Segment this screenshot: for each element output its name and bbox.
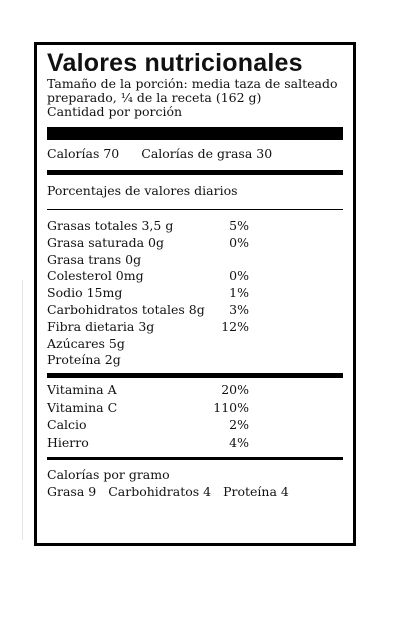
vitamin-percent: 20% bbox=[221, 382, 249, 398]
nutrient-list bbox=[47, 210, 343, 373]
calories-per-gram-heading: Calorías por gramo bbox=[47, 467, 170, 483]
vitamin-row bbox=[47, 434, 343, 452]
calories: Calorías 70 bbox=[47, 146, 120, 161]
nutrient-percent: 3% bbox=[229, 301, 249, 317]
vitamin-list bbox=[47, 378, 343, 457]
nutrient-name: Grasas totales 3,5 g bbox=[47, 218, 174, 233]
nutrient-row bbox=[47, 285, 343, 302]
calories-per-gram-label: Proteína bbox=[223, 484, 277, 500]
calories-per-gram-item bbox=[108, 484, 211, 499]
vitamin-percent: 2% bbox=[229, 417, 249, 433]
nutrient-name: Azúcares 5g bbox=[47, 335, 125, 351]
nutrient-percent: 12% bbox=[221, 318, 249, 334]
thick-divider bbox=[47, 127, 343, 140]
vitamin-name: Hierro bbox=[47, 434, 89, 450]
nutrient-percent bbox=[205, 252, 249, 269]
calories-row bbox=[47, 146, 343, 162]
vitamin-row bbox=[47, 381, 343, 399]
medium-divider bbox=[47, 170, 343, 175]
label-title: Valores nutricionales bbox=[47, 49, 303, 77]
vitamin-percent: 4% bbox=[229, 434, 249, 450]
amount-per-serving: Cantidad por porción bbox=[47, 104, 183, 119]
nutrient-row bbox=[47, 336, 343, 353]
vitamin-name: Vitamina A bbox=[47, 382, 117, 398]
nutrient-percent bbox=[205, 352, 249, 369]
serving-size-line-2: preparado, ¼ de la receta (162 g) bbox=[47, 90, 262, 105]
calories-per-gram-label: Carbohidratos bbox=[108, 484, 200, 500]
nutrient-percent: 5% bbox=[229, 218, 249, 233]
calories-per-gram-value: 9 bbox=[88, 484, 97, 500]
calories-per-gram-item bbox=[47, 484, 96, 499]
background-divider bbox=[22, 280, 23, 540]
daily-values-heading: Porcentajes de valores diarios bbox=[47, 183, 238, 198]
nutrient-name: Fibra dietaria 3g bbox=[47, 318, 155, 334]
vitamin-row bbox=[47, 399, 343, 417]
calories-per-gram-item bbox=[223, 484, 289, 499]
vitamin-row bbox=[47, 416, 343, 434]
nutrition-facts-label bbox=[34, 42, 356, 546]
serving-size-line-1: Tamaño de la porción: media taza de salteado bbox=[47, 76, 338, 91]
nutrient-percent: 0% bbox=[229, 268, 249, 284]
calories-from-fat: Calorías de grasa 30 bbox=[141, 146, 273, 161]
nutrient-row bbox=[47, 218, 343, 235]
nutrient-percent: 0% bbox=[229, 234, 249, 250]
nutrient-name: Grasa saturada 0g bbox=[47, 234, 165, 250]
nutrient-row bbox=[47, 268, 343, 285]
calories-per-gram bbox=[47, 460, 343, 500]
nutrient-row bbox=[47, 235, 343, 252]
nutrient-name: Carbohidratos totales 8g bbox=[47, 301, 205, 317]
nutrient-percent: 1% bbox=[229, 285, 249, 301]
calories-per-gram-value: 4 bbox=[280, 484, 289, 500]
calories-per-gram-values bbox=[47, 483, 343, 500]
vitamin-percent: 110% bbox=[213, 399, 249, 415]
nutrient-row bbox=[47, 252, 343, 269]
calories-per-gram-label: Grasa bbox=[47, 484, 85, 500]
vitamin-name: Vitamina C bbox=[47, 399, 118, 415]
nutrient-row bbox=[47, 302, 343, 319]
nutrient-name: Proteína 2g bbox=[47, 352, 121, 368]
nutrient-name: Colesterol 0mg bbox=[47, 268, 144, 284]
nutrient-row bbox=[47, 352, 343, 369]
nutrient-name: Grasa trans 0g bbox=[47, 251, 142, 267]
calories-per-gram-value: 4 bbox=[203, 484, 212, 500]
nutrient-percent bbox=[205, 336, 249, 353]
vitamin-name: Calcio bbox=[47, 417, 87, 433]
nutrient-row bbox=[47, 319, 343, 336]
nutrient-name: Sodio 15mg bbox=[47, 285, 123, 301]
